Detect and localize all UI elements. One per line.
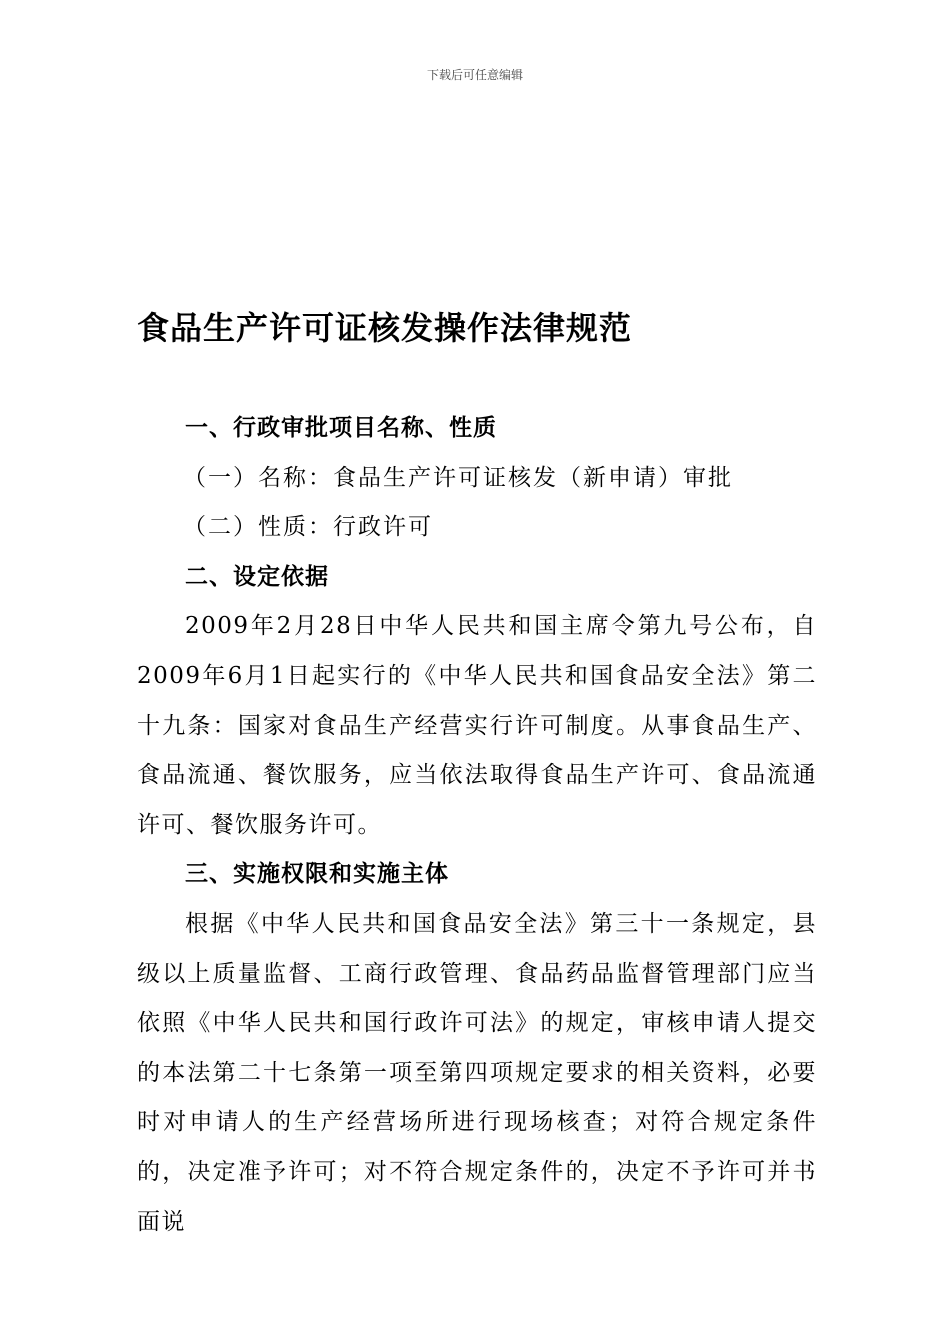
paragraph-legal-basis: 2009年2月28日中华人民共和国主席令第九号公布，自2009年6月1日起实行的《中华人民共和国食品安全法》第二十九条：国家对食品生产经营实行许可制度。从事食品生产、食品流通、餐饮服务，应当依法取得食品生产许可、食品流通许可、餐饮服务许可。 [137,613,817,838]
section-item-name: （一）名称：食品生产许可证核发（新申请）审批 [183,464,733,491]
document-title: 食品生产许可证核发操作法律规范 [137,309,633,347]
document-body [137,404,817,1247]
section-heading-2: 二、设定依据 [185,563,329,590]
paragraph-authority: 根据《中华人民共和国食品安全法》第三十一条规定，县级以上质量监督、工商行政管理、食品药品监督管理部门应当依照《中华人民共和国行政许可法》的规定，审核申请人提交的本法第二十七条第一项至第四项规定要求的相关资料，必要时对申请人的生产经营场所进行现场核查；对符合规定条件的，决定准予许可；对不符合规定条件的，决定不予许可并书面说 [137,910,817,1235]
section-item-nature: （二）性质：行政许可 [183,514,433,541]
page-header-note: 下载后可任意编辑 [426,68,523,82]
section-heading-3: 三、实施权限和实施主体 [185,861,449,888]
section-heading-1: 一、行政审批项目名称、性质 [185,415,497,441]
